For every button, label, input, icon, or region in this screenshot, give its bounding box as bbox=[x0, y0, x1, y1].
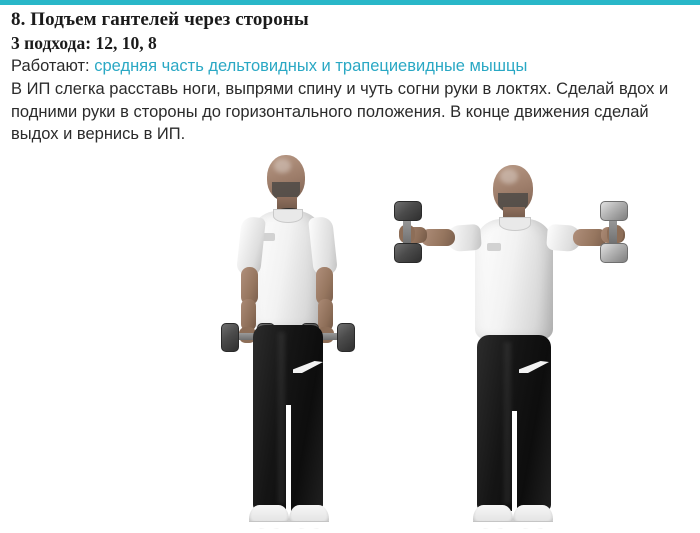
top-accent-rule bbox=[0, 0, 700, 5]
shoe-sole bbox=[473, 521, 513, 529]
athlete-shoe-left bbox=[473, 505, 513, 529]
shirt-collar bbox=[499, 217, 531, 231]
athlete-head bbox=[493, 165, 533, 213]
athlete-shirt bbox=[475, 219, 553, 339]
shoe-sole bbox=[249, 521, 289, 529]
pants-leg-gap bbox=[512, 411, 517, 511]
exercise-photos bbox=[0, 155, 700, 533]
pants-highlight bbox=[278, 332, 285, 503]
nike-swoosh-icon bbox=[519, 361, 549, 373]
page-title: 8. Подъем гантелей через стороны bbox=[11, 9, 309, 30]
pants-highlight bbox=[504, 342, 511, 504]
exercise-text-block bbox=[11, 8, 687, 146]
head-highlight bbox=[500, 169, 518, 184]
exercise-description: В ИП слегка расставь ноги, выпрями спину и чуть согни руки в локтях. Сделай вдох и подними руки в стороны до горизонтального положения. В конце движения сделай выдох и вернись в ИП. bbox=[11, 80, 669, 143]
muscles-line bbox=[11, 55, 687, 77]
athlete-head bbox=[267, 155, 305, 201]
sets-line: 3 подхода: 12, 10, 8 bbox=[11, 33, 157, 53]
dumbbell-head-bottom bbox=[600, 243, 628, 263]
dumbbell-head-top bbox=[600, 201, 628, 221]
athlete-shoe-left bbox=[249, 505, 289, 529]
shirt-collar bbox=[273, 209, 303, 223]
nike-swoosh-icon bbox=[293, 361, 323, 373]
end-position-athlete bbox=[395, 155, 625, 533]
dumbbell-head-bottom bbox=[394, 243, 422, 263]
shoe-sole bbox=[513, 521, 553, 529]
muscles-value: средняя часть дельтовидных и трапециевидные мышцы bbox=[94, 57, 528, 75]
athlete-shoe-right bbox=[289, 505, 329, 529]
dumbbell-bar bbox=[403, 219, 411, 245]
muscles-label: Работают: bbox=[11, 57, 90, 75]
dumbbell-head-outer bbox=[337, 323, 355, 352]
dumbbell-head-outer bbox=[221, 323, 239, 352]
head-highlight bbox=[274, 159, 291, 174]
start-position-athlete bbox=[205, 155, 395, 533]
shirt-logo bbox=[487, 243, 501, 251]
dumbbell-bar bbox=[609, 219, 617, 245]
dumbbell-head-top bbox=[394, 201, 422, 221]
athlete-shoe-right bbox=[513, 505, 553, 529]
shoe-sole bbox=[289, 521, 329, 529]
dumbbell-left-raised bbox=[393, 201, 421, 263]
pants-leg-gap bbox=[286, 405, 291, 511]
dumbbell-right-raised bbox=[599, 201, 627, 263]
